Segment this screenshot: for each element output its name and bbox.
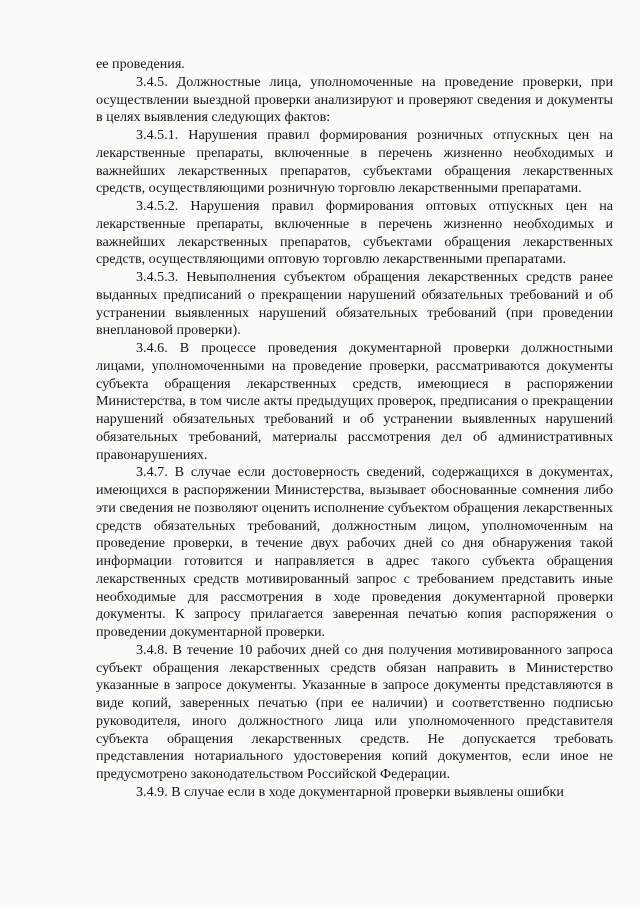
paragraph-3-4-9: 3.4.9. В случае если в ходе документарной проверки выявлены ошибки xyxy=(136,783,564,800)
paragraph-3-4-8: 3.4.8. В течение 10 рабочих дней со дня получения мотивированного запроса субъект обращения лекарственных средств обязан направить в Министерство указанные в запросе документы. Указанные в запросе документы представляются в виде копий, заверенных печатью (при ее наличии) и соответственно подписью руководителя, иного должностного лица или уполномоченного представителя субъекта обращения лекарственных средств. Не допускается требовать представления нотариального удостоверения копий документов, если иное не предусмотрено законодательством Российской Федерации. xyxy=(96,641,613,782)
paragraph-3-4-5-1: 3.4.5.1. Нарушения правил формирования розничных отпускных цен на лекарственные препараты, включенные в перечень жизненно необходимых и важнейших лекарственных препаратов, субъектами обращения лекарственных средств, осуществляющими розничную торговлю лекарственными препаратами. xyxy=(96,127,613,197)
paragraph-continuation: ее проведения. xyxy=(96,56,185,72)
paragraph-3-4-5-3: 3.4.5.3. Невыполнения субъектом обращения лекарственных средств ранее выданных предписаний о прекращении нарушений обязательных требований и об устранении выявленных нарушений обязательных требований (при проведении внеплановой проверки). xyxy=(96,269,613,339)
paragraph-3-4-6: 3.4.6. В процессе проведения документарной проверки должностными лицами, уполномоченными на проведение проверки, рассматриваются документы субъекта обращения лекарственных средств, имеющиеся в распоряжении Министерства, в том числе акты предыдущих проверок, предписания о прекращении нарушений обязательных требований и об устранении выявленных нарушений обязательных требований, материалы рассмотрения дел об административных правонарушениях. xyxy=(96,340,613,463)
document-body xyxy=(96,56,613,802)
paragraph-3-4-5: 3.4.5. Должностные лица, уполномоченные на проведение проверки, при осуществлении выездной проверки анализируют и проверяют сведения и документы в целях выявления следующих фактов: xyxy=(96,73,613,126)
paragraph-3-4-5-2: 3.4.5.2. Нарушения правил формирования оптовых отпускных цен на лекарственные препараты, включенные в перечень жизненно необходимых и важнейших лекарственных препаратов, субъектами обращения лекарственных средств, осуществляющими оптовую торговлю лекарственными препаратами. xyxy=(96,198,613,268)
paragraph-3-4-7: 3.4.7. В случае если достоверность сведений, содержащихся в документах, имеющихся в распоряжении Министерства, вызывает обоснованные сомнения либо эти сведения не позволяют оценить исполнение субъектом обращения лекарственных средств обязательных требований, должностным лицом, уполномоченным на проведение проверки, в течение двух рабочих дней со дня обнаружения такой информации готовится и направляется в адрес такого субъекта обращения лекарственных средств мотивированный запрос с требованием представить иные необходимые для рассмотрения в ходе проведения документарной проверки документы. К запросу прилагается заверенная печатью копия распоряжения о проведении документарной проверки. xyxy=(96,464,613,640)
